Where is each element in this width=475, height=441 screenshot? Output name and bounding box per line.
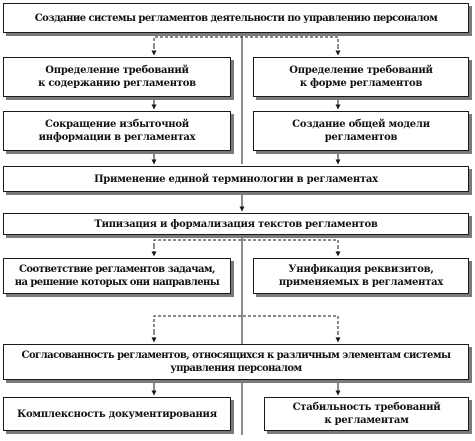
node-stability: Стабильность требований к регламентам — [264, 397, 469, 431]
node-terminology: Применение единой терминологии в регламентах — [3, 166, 469, 192]
connector-top-branch — [154, 37, 338, 46]
node-top: Создание системы регламентов деятельности по управлению персоналом — [3, 3, 469, 33]
connector-to-consistency — [154, 316, 338, 332]
node-reduce-info: Сокращение избыточной информации в регламентах — [3, 111, 231, 151]
node-consistency: Согласованность регламентов, относящихся к различным элементам системы управления персоналом — [3, 344, 469, 380]
node-typization: Типизация и формализация текстов регламентов — [3, 213, 469, 235]
node-unification: Унификация реквизитов, применяемых в регламентах — [253, 258, 469, 294]
node-req-content: Определение требований к содержанию регламентов — [3, 57, 231, 97]
node-correspondence: Соответствие регламентов задачам, на решение которых они направлены — [3, 258, 231, 294]
connector-typization-branch — [154, 240, 338, 246]
node-completeness: Комплексность документирования — [3, 397, 231, 431]
node-req-form: Определение требований к форме регламентов — [253, 57, 469, 97]
node-general-model: Создание общей модели регламентов — [253, 111, 469, 151]
